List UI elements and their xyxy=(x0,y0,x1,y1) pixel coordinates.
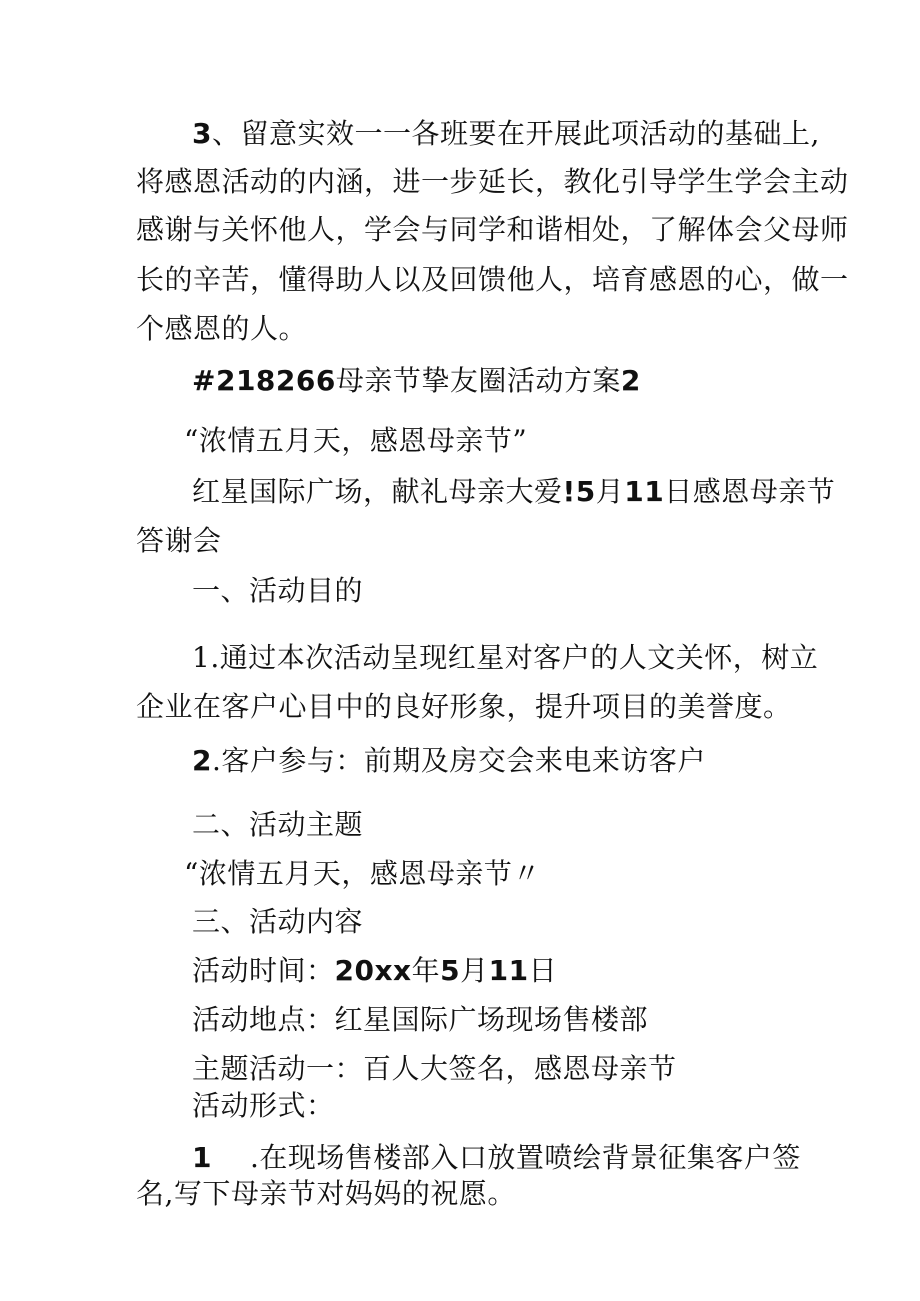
text: 长的辛苦，懂得助人以及回馈他人，培育感恩的心，做一 xyxy=(136,263,849,296)
text: “浓情五月天，感恩母亲节〃 xyxy=(184,857,541,890)
doc-number: 2 xyxy=(620,364,641,397)
text: 红星国际广场，献礼母亲大爱 xyxy=(192,475,563,508)
paragraph-line xyxy=(192,640,818,676)
text: 一、活动目的 xyxy=(192,574,364,607)
text: 月 xyxy=(460,954,489,987)
list-number: 1 xyxy=(192,1141,212,1174)
paragraph-line xyxy=(136,262,849,298)
paragraph-line xyxy=(192,1088,335,1124)
text: 1.通过本次活动呈现红星对客户的人文关怀，树立 xyxy=(192,641,819,674)
text: 个感恩的人。 xyxy=(136,312,308,345)
text: 三、活动内容 xyxy=(192,905,364,938)
paragraph-line xyxy=(136,311,307,347)
paragraph-line xyxy=(136,1176,516,1212)
text: 年 xyxy=(411,954,441,987)
list-number: 2 xyxy=(192,744,212,777)
paragraph-line xyxy=(136,212,849,248)
paragraph-line xyxy=(136,689,792,725)
paragraph-line xyxy=(136,523,222,559)
number: 11 xyxy=(624,475,665,508)
section-heading xyxy=(192,807,363,843)
paragraph-line xyxy=(192,953,557,989)
paragraph-line xyxy=(184,423,527,459)
text: 活动形式： xyxy=(192,1089,335,1122)
text: 二、活动主题 xyxy=(192,808,364,841)
paragraph-line xyxy=(192,1002,648,1038)
number: 11 xyxy=(488,954,529,987)
list-number: 3 xyxy=(192,117,212,150)
paragraph-line xyxy=(136,164,849,200)
text: 母亲节挚友圈活动方案 xyxy=(335,364,621,397)
paragraph-line xyxy=(192,474,835,510)
text: 活动时间： xyxy=(192,954,335,987)
paragraph-line xyxy=(192,1140,801,1176)
text: .在现场售楼部入口放置喷绘背景征集客户签 xyxy=(249,1141,801,1174)
number: 20xx xyxy=(334,954,412,987)
paragraph-line xyxy=(192,743,706,779)
text: 主题活动一：百人大签名，感恩母亲节 xyxy=(192,1052,677,1085)
text: 名,写下母亲节对妈妈的祝愿。 xyxy=(136,1177,516,1210)
text: “浓情五月天，感恩母亲节” xyxy=(184,424,528,457)
section-heading xyxy=(192,904,363,940)
text: 月 xyxy=(595,475,625,508)
text: .客户参与：前期及房交会来电来访客户 xyxy=(211,744,706,777)
text: 、留意实效一一各班要在开展此项活动的基础上, xyxy=(211,117,820,150)
text: 答谢会 xyxy=(136,524,222,557)
number: 5 xyxy=(440,954,461,987)
text: 企业在客户心目中的良好形象，提升项目的美誉度。 xyxy=(136,690,792,723)
text: 活动地点：红星国际广场现场售楼部 xyxy=(192,1003,649,1036)
paragraph-line xyxy=(192,116,820,152)
section-heading xyxy=(192,573,363,609)
paragraph-line xyxy=(184,856,541,892)
section-heading xyxy=(192,363,641,399)
number: !5 xyxy=(562,475,596,508)
text: 日 xyxy=(528,954,558,987)
paragraph-line xyxy=(192,1051,677,1087)
text: 感谢与关怀他人，学会与同学和谐相处，了解体会父母师 xyxy=(136,213,849,246)
doc-id: #218266 xyxy=(192,364,336,397)
text: 将感恩活动的内涵，进一步延长，教化引导学生学会主动 xyxy=(136,165,849,198)
text: 日感恩母亲节 xyxy=(664,475,836,508)
